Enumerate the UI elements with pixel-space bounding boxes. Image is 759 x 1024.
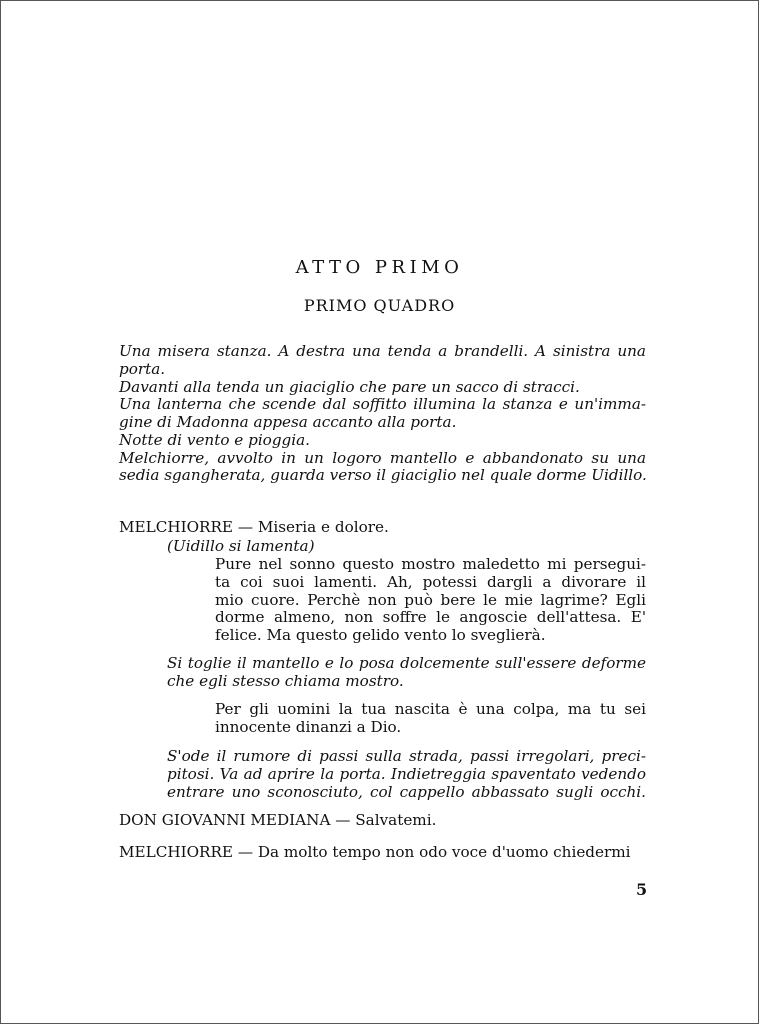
scene-title: PRIMO QUADRO: [303, 296, 456, 315]
stage-direction-line: Notte di vento e pioggia.: [119, 431, 311, 449]
page-number: 5: [636, 880, 648, 899]
speech-text-line: Pure nel sonno questo mostro maledetto mi persegui-: [215, 555, 646, 573]
stage-direction-line: Si toglie il mantello e lo posa dolcemente sull'essere deforme: [167, 654, 646, 672]
speech-text-line: Per gli uomini la tua nascita è una colpa, ma tu sei: [215, 700, 646, 718]
speech-text: — Miseria e dolore.: [237, 518, 389, 536]
speech-text-line: innocente dinanzi a Dio.: [215, 718, 402, 736]
stage-direction-line: Davanti alla tenda un giaciglio che pare un sacco di stracci.: [119, 378, 580, 396]
speaker-name: MELCHIORRE: [119, 518, 233, 536]
stage-direction-inline: (Uidillo si lamenta): [167, 537, 315, 555]
stage-direction-line: porta.: [119, 360, 166, 378]
speech-line: [119, 518, 389, 536]
stage-direction-line: Melchiorre, avvolto in un logoro mantello e abbandonato su una: [119, 449, 646, 467]
stage-direction-line: S'ode il rumore di passi sulla strada, passi irregolari, preci-: [167, 747, 646, 765]
speech-text-line: felice. Ma questo gelido vento lo sveglierà.: [215, 626, 546, 644]
stage-direction-line: che egli stesso chiama mostro.: [167, 672, 404, 690]
speech-text: — Salvatemi.: [335, 811, 437, 829]
speech-text-line: mio cuore. Perchè non può bere le mie lagrime? Egli: [215, 591, 646, 609]
speech-text-line: ta coi suoi lamenti. Ah, potessi dargli a divorare il: [215, 573, 646, 591]
speech-line: [119, 843, 631, 861]
speaker-name: MELCHIORRE: [119, 843, 233, 861]
stage-direction-line: Una lanterna che scende dal soffitto illumina la stanza e un'imma-: [119, 395, 646, 413]
speech-text-line: dorme almeno, non soffre le angoscie dell'attesa. E': [215, 608, 646, 626]
act-title: ATTO PRIMO: [295, 257, 464, 278]
stage-direction-line: Una misera stanza. A destra una tenda a brandelli. A sinistra una: [119, 342, 646, 360]
stage-direction-line: pitosi. Va ad aprire la porta. Indietreggia spaventato vedendo: [167, 765, 646, 783]
speech-text: — Da molto tempo non odo voce d'uomo chiedermi: [237, 843, 631, 861]
speech-line: [119, 811, 436, 829]
speaker-name: DON GIOVANNI MEDIANA: [119, 811, 331, 829]
stage-direction-line: sedia sgangherata, guarda verso il giaciglio nel quale dorme Uidillo.: [119, 466, 647, 484]
stage-direction-line: entrare uno sconosciuto, col cappello abbassato sugli occhi.: [167, 783, 646, 801]
stage-direction-line: gine di Madonna appesa accanto alla porta.: [119, 413, 457, 431]
